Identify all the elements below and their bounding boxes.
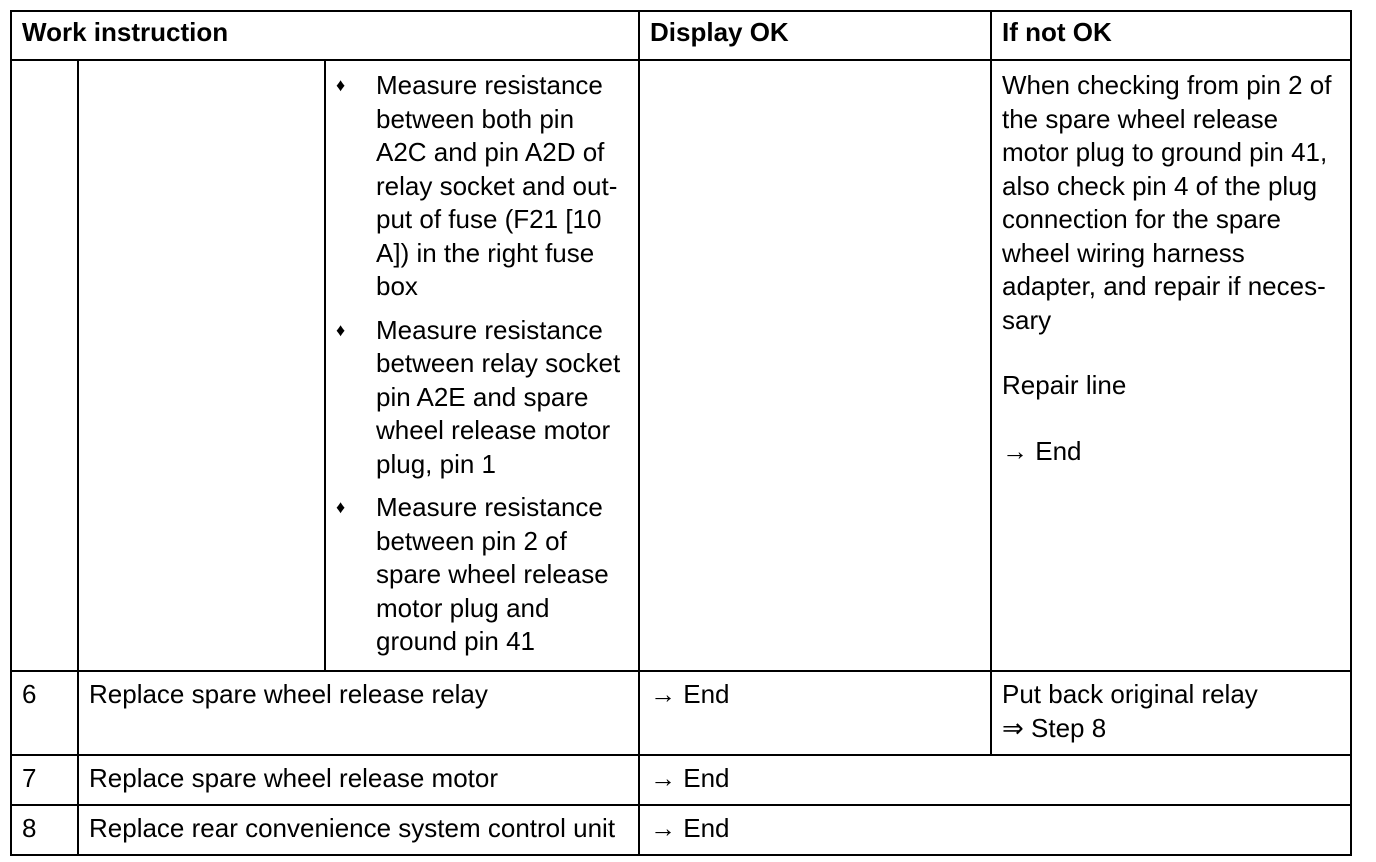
list-item [336,314,630,482]
put-back-relay-text: Put back original relay [1002,679,1258,709]
diamond-bullet-icon: ♦ [336,319,346,340]
header-if-not-ok: If not OK [991,11,1351,60]
work-instruction-table [10,10,1352,856]
list-item [336,491,630,659]
bullet-cell [325,60,639,671]
if-not-ok-instruction: When checking from pin 2 of the spare wheel release motor plug to ground pin 41, also check pin 4 of the plug connection for the spare wheel wiring harness adapter, and repair if neces-sary [1002,70,1332,335]
step-8-reference: ⇒ Step 8 [1002,712,1107,743]
diamond-bullet-icon: ♦ [336,497,346,517]
header-display-ok: Display OK [639,11,991,60]
display-ok-text: → End [639,755,1351,805]
step-cell-empty [11,60,78,671]
instruction-text: Replace rear convenience system control unit [78,805,639,855]
continuation-row [11,60,1351,671]
table-row [11,755,1351,805]
bullet-text: Measure resistance between pin 2 of spare wheel release motor plug and ground pin 41 [376,492,609,656]
measurement-bullet-list [336,69,630,659]
repair-line-text: Repair line [1002,370,1127,400]
display-ok-text: → End [639,805,1351,855]
table-row [11,671,1351,755]
header-row [11,11,1351,60]
instruction-cell-empty [78,60,325,671]
display-ok-cell [639,60,991,671]
bullet-text: Measure resistance between both pin A2C and pin A2D of relay socket and out-put of fuse (F21 [10 A]) in the right fuse box [376,70,618,301]
list-item [336,69,630,304]
step-number: 7 [11,755,78,805]
instruction-text: Replace spare wheel release motor [78,755,639,805]
step-number: 8 [11,805,78,855]
table-row [11,805,1351,855]
instruction-text: Replace spare wheel release relay [78,671,639,755]
if-not-ok-cell [991,671,1351,755]
bullet-text: Measure resistance between relay socket pin A2E and spare wheel release motor plug, pin 1 [376,314,621,479]
end-reference: → End [1002,435,1082,466]
header-work-instruction: Work instruction [11,11,639,60]
display-ok-text: → End [639,671,991,755]
if-not-ok-cell [991,60,1351,671]
step-number: 6 [11,671,78,755]
diamond-bullet-icon: ♦ [336,75,346,95]
